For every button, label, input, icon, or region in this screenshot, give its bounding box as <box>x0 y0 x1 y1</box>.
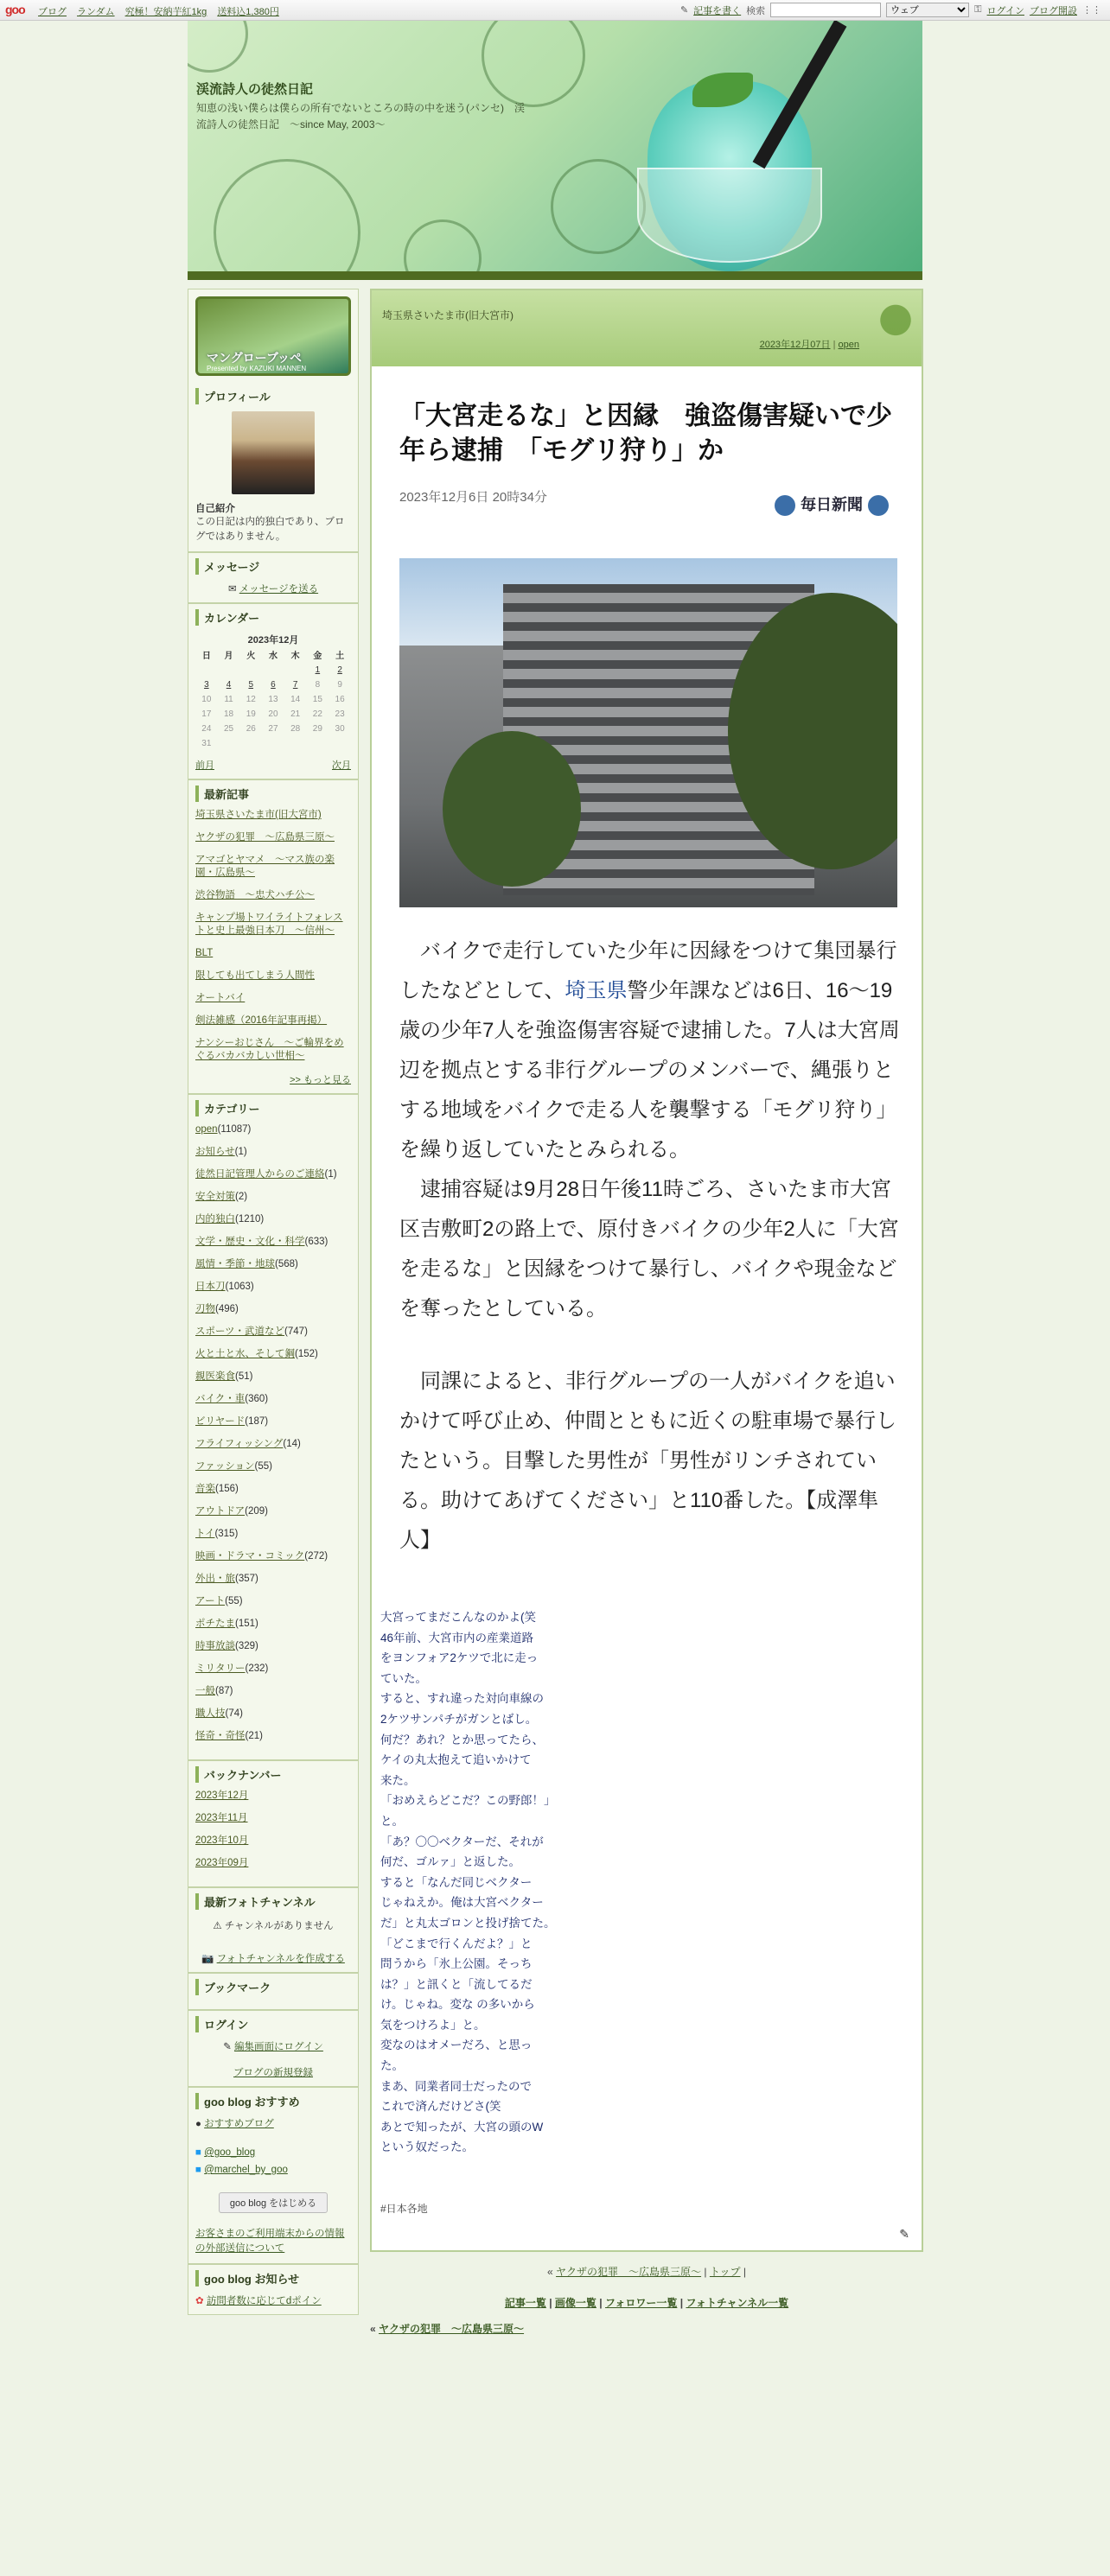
recent-heading: 最新記事 <box>195 786 351 802</box>
category-count: (209) <box>245 1506 269 1517</box>
list-item <box>195 809 351 822</box>
news-heading: goo blog お知らせ <box>195 2270 351 2287</box>
post-category: 埼玉県さいたま市(旧大宮市) <box>382 309 514 321</box>
category-count: (568) <box>275 1259 298 1269</box>
category-link[interactable]: ミリタリー <box>195 1663 246 1674</box>
category-count: (329) <box>235 1641 258 1651</box>
backnumber-link[interactable]: 2023年10月 <box>195 1835 249 1846</box>
edit-pen-icon[interactable]: ✎ <box>899 2227 909 2242</box>
list-item <box>195 1393 351 1406</box>
message-box <box>188 553 358 604</box>
backnumber-heading: バックナンバー <box>195 1766 351 1783</box>
flower-ornament <box>482 21 585 107</box>
gift-icon: ✿ <box>195 2296 204 2306</box>
category-count: (55) <box>225 1596 243 1606</box>
recent-post-link[interactable]: 限しても出てしまう人間性 <box>195 970 315 981</box>
list-item <box>195 1573 351 1586</box>
calendar-day: 16 <box>335 695 345 704</box>
category-link[interactable]: 時事放談 <box>195 1641 235 1651</box>
post-category-link[interactable]: open <box>838 340 859 350</box>
category-link[interactable]: ファッション <box>195 1461 255 1472</box>
category-link[interactable]: アウトドア <box>195 1506 246 1517</box>
category-count: (272) <box>304 1551 329 1562</box>
category-link[interactable]: 音楽 <box>195 1484 215 1494</box>
list-item <box>195 1146 351 1159</box>
grid-menu-icon[interactable]: ⋮⋮ <box>1082 5 1101 16</box>
list-item <box>195 1595 351 1608</box>
calendar-day: 13 <box>268 695 278 704</box>
category-link[interactable]: 安全対策 <box>195 1192 235 1202</box>
prev-month-link[interactable]: 前月 <box>195 760 214 771</box>
list-item <box>195 1348 351 1361</box>
category-heading: カテゴリー <box>195 1100 351 1116</box>
blog-subtitle: 知恵の浅い僕らは僕らの所有でないところの時の中を迷う(パンセ) 渓流詩人の徒然日記 ～since May, 2003～ <box>196 102 525 130</box>
list-item <box>195 1326 351 1339</box>
calendar-day: 21 <box>290 709 301 719</box>
news-item-link[interactable]: 訪問者数に応じてdポイン <box>206 2296 322 2306</box>
list-item <box>195 1640 351 1653</box>
calendar-day: 20 <box>268 709 278 719</box>
calendar-day: 29 <box>312 724 322 734</box>
calendar-day <box>262 736 284 751</box>
flower-ornament <box>188 21 248 73</box>
calendar-day[interactable]: 6 <box>271 680 276 690</box>
calendar-weekday: 金 <box>313 652 322 661</box>
list-item <box>195 1213 351 1226</box>
external-info-link[interactable]: お客さまのご利用端末からの情報の外部送信について <box>195 2229 345 2254</box>
flower-ornament <box>551 159 646 254</box>
list-item <box>195 1550 351 1563</box>
calendar-day: 11 <box>224 695 233 704</box>
calendar-day: 23 <box>335 709 345 719</box>
calendar-day: 25 <box>223 724 234 734</box>
calendar-day <box>262 663 284 677</box>
list-item <box>195 1258 351 1271</box>
category-link[interactable]: 文学・歴史・文化・科学 <box>195 1237 305 1247</box>
profile-box <box>188 383 358 553</box>
category-box <box>188 1095 358 1761</box>
backnumber-box <box>188 1761 358 1888</box>
category-link[interactable]: 親医楽食 <box>195 1371 235 1382</box>
calendar-day[interactable]: 3 <box>204 680 209 690</box>
recent-post-link[interactable]: 埼玉県さいたま市(旧大宮市) <box>195 810 322 820</box>
list-item <box>195 1371 351 1383</box>
date-separator: | <box>832 340 836 350</box>
calendar-day: 18 <box>223 709 234 719</box>
recent-list <box>195 809 351 1063</box>
banner-subtitle: Presented by KAZUKI MANNEN <box>207 365 307 372</box>
calendar-day: 30 <box>335 724 345 734</box>
top-bar <box>0 0 1110 21</box>
top-nav <box>38 4 279 18</box>
article-pubdate: 2023年12月6日 20時34分 <box>399 490 547 505</box>
prev-post-link-bottom[interactable]: ヤクザの犯罪 ～広島県三原～ <box>379 2323 525 2335</box>
category-count: (2) <box>235 1192 248 1202</box>
calendar-day <box>218 663 240 677</box>
list-item <box>195 1505 351 1518</box>
list-item <box>195 889 351 902</box>
calendar-weekday: 日 <box>201 652 211 661</box>
bookmark-box <box>188 1974 358 2011</box>
prev-post-bottom: « ヤクザの犯罪 ～広島県三原～ <box>370 2323 525 2335</box>
article-paragraph-1: バイクで走行していた少年に因縁をつけて集団暴行したなどとして、埼玉県警少年課などは6日、16～19歳の少年7人を強盗傷害容疑で逮捕した。7人は大宮周辺を拠点とする非行グループのメンバーで、縄張りとする地域をバイクで走る人を襲撃する「モグリ狩り」を繰り返していたとみられる。 <box>399 939 900 1161</box>
list-item <box>195 1191 351 1204</box>
category-count: (633) <box>304 1237 329 1247</box>
start-blog-button[interactable]: goo blog をはじめる <box>219 2192 328 2213</box>
follower-list-link[interactable]: フォロワー一覧 <box>604 2297 678 2309</box>
category-count: (1) <box>234 1147 247 1157</box>
flower-ornament <box>404 219 482 280</box>
tree-image <box>443 731 581 887</box>
post-body <box>372 399 922 2250</box>
post-tag[interactable]: #日本各地 <box>380 2203 428 2216</box>
calendar-heading: カレンダー <box>195 609 351 626</box>
list-item <box>195 1303 351 1316</box>
bulb-icon: ● <box>195 2119 201 2129</box>
category-link[interactable]: バイク・車 <box>195 1394 246 1404</box>
backnumber-link[interactable]: 2023年09月 <box>195 1858 249 1868</box>
top-link-ad-price[interactable]: 送料込1,380円 <box>217 7 279 17</box>
intro-label: 自己紹介 <box>195 504 235 514</box>
top-link-ad[interactable]: 究極！安納芋紅1kg <box>124 7 207 17</box>
calendar-month: 2023年12月 <box>247 635 299 646</box>
category-count: (187) <box>245 1416 269 1427</box>
list-item <box>195 1037 351 1063</box>
camera-icon: 📷 <box>201 1954 214 1964</box>
blog-title[interactable]: 渓流詩人の徒然日記 <box>196 82 314 97</box>
article-paragraph-3: 同課によると、非行グループの一人がバイクを追いかけて呼び止め、仲間とともに近くの駐車場で暴行したという。目撃した男性が「男性がリンチされている。助けてあげてください」と110番した。【成澤隼人】 <box>399 1370 897 1552</box>
banner-title: マングローブッペ <box>207 351 303 365</box>
post-pager: « ヤクザの犯罪 ～広島県三原～ | トップ | <box>547 2266 746 2278</box>
post-header <box>372 290 922 366</box>
no-channel-text: チャンネルがありません <box>224 1921 334 1931</box>
calendar-day <box>329 736 351 751</box>
category-link[interactable]: ポチたま <box>195 1619 235 1629</box>
category-link[interactable]: アート <box>195 1596 226 1606</box>
calendar-day[interactable]: 1 <box>315 665 321 675</box>
top-page-link[interactable]: トップ <box>709 2266 741 2278</box>
twitter-marchel-link[interactable]: @marchel_by_goo <box>204 2165 288 2175</box>
calendar-day <box>218 736 240 751</box>
author-comment: 大宮ってまだこんなのかよ(笑 46年前、大宮市内の産業道路 をヨンフォア2ケツで北に走っ ていた。 すると、すれ違った対向車線の 2ケツサンパチがガンとばし。 何だ？あれ？とか思ってたら、 ケイの丸太抱えて追いかけて 来た。 「おめえらどこだ？この野郎！」 と。 「あ？〇〇ベクターだ、それが 何だ、ゴルァ」と返した。 すると「なんだ同じベクター じゃねえか。俺は大宮ベクター だ」と丸太ゴロンと投げ捨てた。 「どこまで行くんだよ？」と 問うから「氷上公園。そっち は？」と訊くと「流してるだ け。じゃね。変な の多いから 気をつけろよ」と。 変なのはオメーだろ、と思っ た。 まあ、同業者同士だったので これで済んだけどさ(笑 あとで知ったが、大宮の頭のW という奴だった。 <box>380 1611 556 2154</box>
category-count: (51) <box>235 1371 253 1382</box>
calendar-weekday: 火 <box>246 652 256 661</box>
category-link[interactable]: 風情・季節・地球 <box>195 1259 275 1269</box>
article-paragraph-2: 逮捕容疑は9月28日午後11時ごろ、さいたま市大宮区吉敷町2の路上で、原付きバイクの少年2人に「大宮を走るな」と因縁をつけて暴行し、バイクや現金などを奪ったとしている。 <box>399 1178 899 1320</box>
list-item <box>195 1663 351 1676</box>
photo-channel-list-link[interactable]: フォトチャンネル一覧 <box>686 2297 789 2309</box>
image-list-link[interactable]: 画像一覧 <box>554 2297 596 2309</box>
calendar-day[interactable]: 7 <box>292 680 298 690</box>
recent-post-link[interactable]: ヤクザの犯罪 ～広島県三原～ <box>195 832 335 843</box>
category-count: (1063) <box>225 1282 254 1292</box>
calendar-day: 12 <box>246 695 256 704</box>
more-link[interactable]: >> もっと見る <box>290 1075 351 1085</box>
category-link[interactable]: トイ <box>195 1529 215 1539</box>
calendar-weekday: 水 <box>268 652 278 661</box>
list-item <box>195 854 351 880</box>
sidebar-banner[interactable] <box>195 296 351 376</box>
twitter-icon: ■ <box>195 2165 201 2175</box>
envelope-icon: ✉ <box>227 584 237 595</box>
category-count: (747) <box>284 1326 308 1337</box>
calendar-day[interactable]: 2 <box>337 665 342 675</box>
category-count: (55) <box>254 1461 272 1472</box>
category-link[interactable]: 外出・旅 <box>195 1574 235 1584</box>
mainichi-emblem-icon <box>868 495 889 516</box>
calendar-day <box>195 663 218 677</box>
category-count: (74) <box>225 1708 243 1719</box>
create-channel-link[interactable]: フォトチャンネルを作成する <box>216 1954 345 1964</box>
calendar-day: 17 <box>201 709 212 719</box>
category-count: (152) <box>295 1349 318 1359</box>
login-link[interactable]: ログイン <box>986 5 1024 16</box>
top-actions <box>680 3 1101 17</box>
post-container <box>370 289 923 2252</box>
category-count: (360) <box>245 1394 269 1404</box>
list-item <box>195 1835 351 1848</box>
recent-post-link[interactable]: 渋谷物語 ～忠犬ハチ公～ <box>195 890 315 900</box>
category-link[interactable]: フライフィッシング <box>195 1439 284 1449</box>
calendar-day[interactable]: 5 <box>248 680 254 690</box>
list-item <box>195 1236 351 1249</box>
send-message-link[interactable]: メッセージを送る <box>239 584 319 595</box>
list-item <box>195 970 351 983</box>
list-item <box>195 1790 351 1803</box>
category-count: (87) <box>215 1686 233 1696</box>
list-item <box>195 1460 351 1473</box>
mainichi-emblem-icon <box>775 495 795 516</box>
category-count: (156) <box>215 1484 239 1494</box>
article-meta <box>399 487 894 518</box>
leaf-ornament-icon <box>864 294 916 359</box>
intro-text: この日記は内的独白であり、ブログではありません。 <box>195 517 345 542</box>
goo-logo[interactable]: goo <box>5 3 25 16</box>
list-item <box>195 1812 351 1825</box>
search-input[interactable] <box>770 3 881 17</box>
calendar-day: 31 <box>201 739 212 748</box>
category-count: (151) <box>235 1619 258 1629</box>
recent-post-link[interactable]: オートバイ <box>195 993 246 1003</box>
list-item <box>195 1168 351 1181</box>
category-link[interactable]: スポーツ・武道など <box>195 1326 285 1337</box>
list-item <box>195 912 351 938</box>
list-item <box>195 1857 351 1870</box>
calendar-weekday: 月 <box>224 652 233 661</box>
calendar-box <box>188 604 358 780</box>
list-item <box>195 1618 351 1631</box>
list-item <box>195 1415 351 1428</box>
calendar-day: 8 <box>315 680 321 690</box>
recent-post-link[interactable]: アマゴとヤマメ ～マス族の楽園・広島県～ <box>195 855 335 878</box>
avatar <box>232 411 315 494</box>
list-item <box>195 831 351 844</box>
blog-header <box>188 21 922 280</box>
write-post-link[interactable]: 記事を書く <box>693 5 742 16</box>
backnumber-list <box>195 1790 351 1870</box>
calendar-day: 10 <box>201 695 212 704</box>
recent-post-link[interactable]: キャンプ場トワイライトフォレストと史上最強日本刀 ～信州～ <box>195 913 343 936</box>
profile-heading: プロフィール <box>195 388 351 404</box>
category-link[interactable]: 一般 <box>195 1686 215 1696</box>
category-link[interactable]: 火と土と水、そして鋼 <box>195 1349 295 1359</box>
message-heading: メッセージ <box>195 558 351 575</box>
list-item <box>195 1708 351 1721</box>
list-item <box>195 992 351 1005</box>
sidebar <box>188 289 359 2315</box>
list-item <box>195 1281 351 1294</box>
recent-posts-box <box>188 780 358 1095</box>
category-link[interactable]: 日本刀 <box>195 1282 226 1292</box>
list-item <box>195 1014 351 1027</box>
prev-post-link[interactable]: ヤクザの犯罪 ～広島県三原～ <box>556 2266 702 2278</box>
category-count: (1210) <box>235 1214 265 1224</box>
bookmark-heading: ブックマーク <box>195 1979 351 1995</box>
calendar-weekday: 土 <box>335 652 345 661</box>
calendar-day <box>239 736 262 751</box>
twitter-icon: ■ <box>195 2147 201 2158</box>
recommend-heading: goo blog おすすめ <box>195 2093 351 2109</box>
calendar-day: 15 <box>312 695 322 704</box>
calendar-day: 19 <box>246 709 256 719</box>
list-item <box>195 1528 351 1541</box>
calendar-day: 28 <box>290 724 301 734</box>
register-link[interactable]: ブログの新規登録 <box>233 2068 313 2078</box>
login-heading: ログイン <box>195 2016 351 2032</box>
calendar-day: 22 <box>312 709 322 719</box>
list-item <box>195 947 351 960</box>
post-date-line <box>760 337 859 351</box>
category-link[interactable]: 映画・ドラマ・コミック <box>195 1551 305 1562</box>
category-count: (21) <box>245 1731 263 1741</box>
calendar-table <box>195 646 351 751</box>
post-list-link[interactable]: 記事一覧 <box>504 2297 546 2309</box>
list-item <box>195 1438 351 1451</box>
edit-login-link[interactable]: 編集画面にログイン <box>233 2042 323 2052</box>
category-count: (315) <box>214 1529 239 1539</box>
recommended-blogs-link[interactable]: おすすめブログ <box>204 2119 274 2129</box>
article-photo <box>399 558 897 907</box>
calendar-day <box>284 736 307 751</box>
pen-icon: ✎ <box>223 2042 232 2052</box>
category-link[interactable]: 内的独白 <box>195 1214 235 1224</box>
recommend-box <box>188 2088 358 2265</box>
category-link[interactable]: 怪奇・奇怪 <box>195 1731 246 1741</box>
calendar-day <box>239 663 262 677</box>
photo-heading: 最新フォトチャンネル <box>195 1893 351 1910</box>
category-link[interactable]: 刃物 <box>195 1304 215 1314</box>
calendar-day: 27 <box>268 724 278 734</box>
category-count: (1) <box>324 1169 337 1180</box>
login-box <box>188 2011 358 2088</box>
pencil-icon: ✎ <box>679 5 689 16</box>
news-box <box>188 2265 358 2314</box>
photo-channel-box <box>188 1888 358 1974</box>
calendar-weekday: 木 <box>290 652 300 661</box>
recent-post-link[interactable]: BLT <box>195 948 214 958</box>
twitter-goo-blog-link[interactable]: @goo_blog <box>204 2147 256 2158</box>
category-count: (11087) <box>217 1124 252 1135</box>
article-headline: 「大宮走るな」と因縁 強盗傷害疑いで少年ら逮捕 「モグリ狩り」か <box>399 402 892 465</box>
category-link[interactable]: 職人技 <box>195 1708 226 1719</box>
category-count: (357) <box>235 1574 258 1584</box>
list-item <box>195 1685 351 1698</box>
top-link-blog[interactable]: ブログ <box>38 7 67 17</box>
list-item <box>195 1123 351 1136</box>
category-link[interactable]: open <box>195 1124 218 1135</box>
list-item <box>195 1483 351 1496</box>
source-logo: 毎日新聞 <box>769 493 894 516</box>
calendar-day: 24 <box>201 724 212 734</box>
calendar-day <box>307 736 329 751</box>
category-link[interactable]: ビリヤード <box>195 1416 246 1427</box>
list-links: 記事一覧 | 画像一覧 | フォロワー一覧 | フォトチャンネル一覧 <box>504 2297 789 2309</box>
recent-post-link[interactable]: 剣法雑感（2016年記事再掲） <box>195 1015 328 1026</box>
calendar-day <box>284 663 307 677</box>
category-link[interactable]: 徒然日記管理人からのご連絡 <box>195 1169 325 1180</box>
category-count: (496) <box>215 1304 239 1314</box>
category-list <box>195 1123 351 1743</box>
search-label: 検索 <box>746 5 766 16</box>
category-count: (232) <box>245 1663 269 1674</box>
calendar-day[interactable]: 4 <box>226 680 232 690</box>
calendar-day: 9 <box>337 680 342 690</box>
next-month-link[interactable]: 次月 <box>332 760 351 771</box>
backnumber-link[interactable]: 2023年12月 <box>195 1790 249 1801</box>
category-link[interactable]: お知らせ <box>195 1147 235 1157</box>
list-item <box>195 1730 351 1743</box>
open-blog-link[interactable]: ブログ開設 <box>1030 5 1077 16</box>
warning-icon: ⚠ <box>213 1921 222 1931</box>
saitama-link[interactable]: 埼玉県 <box>565 979 628 1002</box>
glass-image <box>637 168 822 263</box>
category-count: (14) <box>283 1439 301 1449</box>
key-icon: ⚿ <box>974 4 982 15</box>
search-scope-select[interactable] <box>886 3 969 17</box>
calendar-day: 14 <box>290 695 301 704</box>
top-link-random[interactable]: ランダム <box>77 7 115 17</box>
post-date-link[interactable]: 2023年12月07日 <box>759 340 831 350</box>
flower-ornament <box>214 159 360 280</box>
backnumber-link[interactable]: 2023年11月 <box>195 1813 248 1823</box>
recent-post-link[interactable]: ナンシーおじさん ～ご輪界をめぐるバカバカしい世相～ <box>195 1038 344 1061</box>
calendar-day: 26 <box>246 724 256 734</box>
